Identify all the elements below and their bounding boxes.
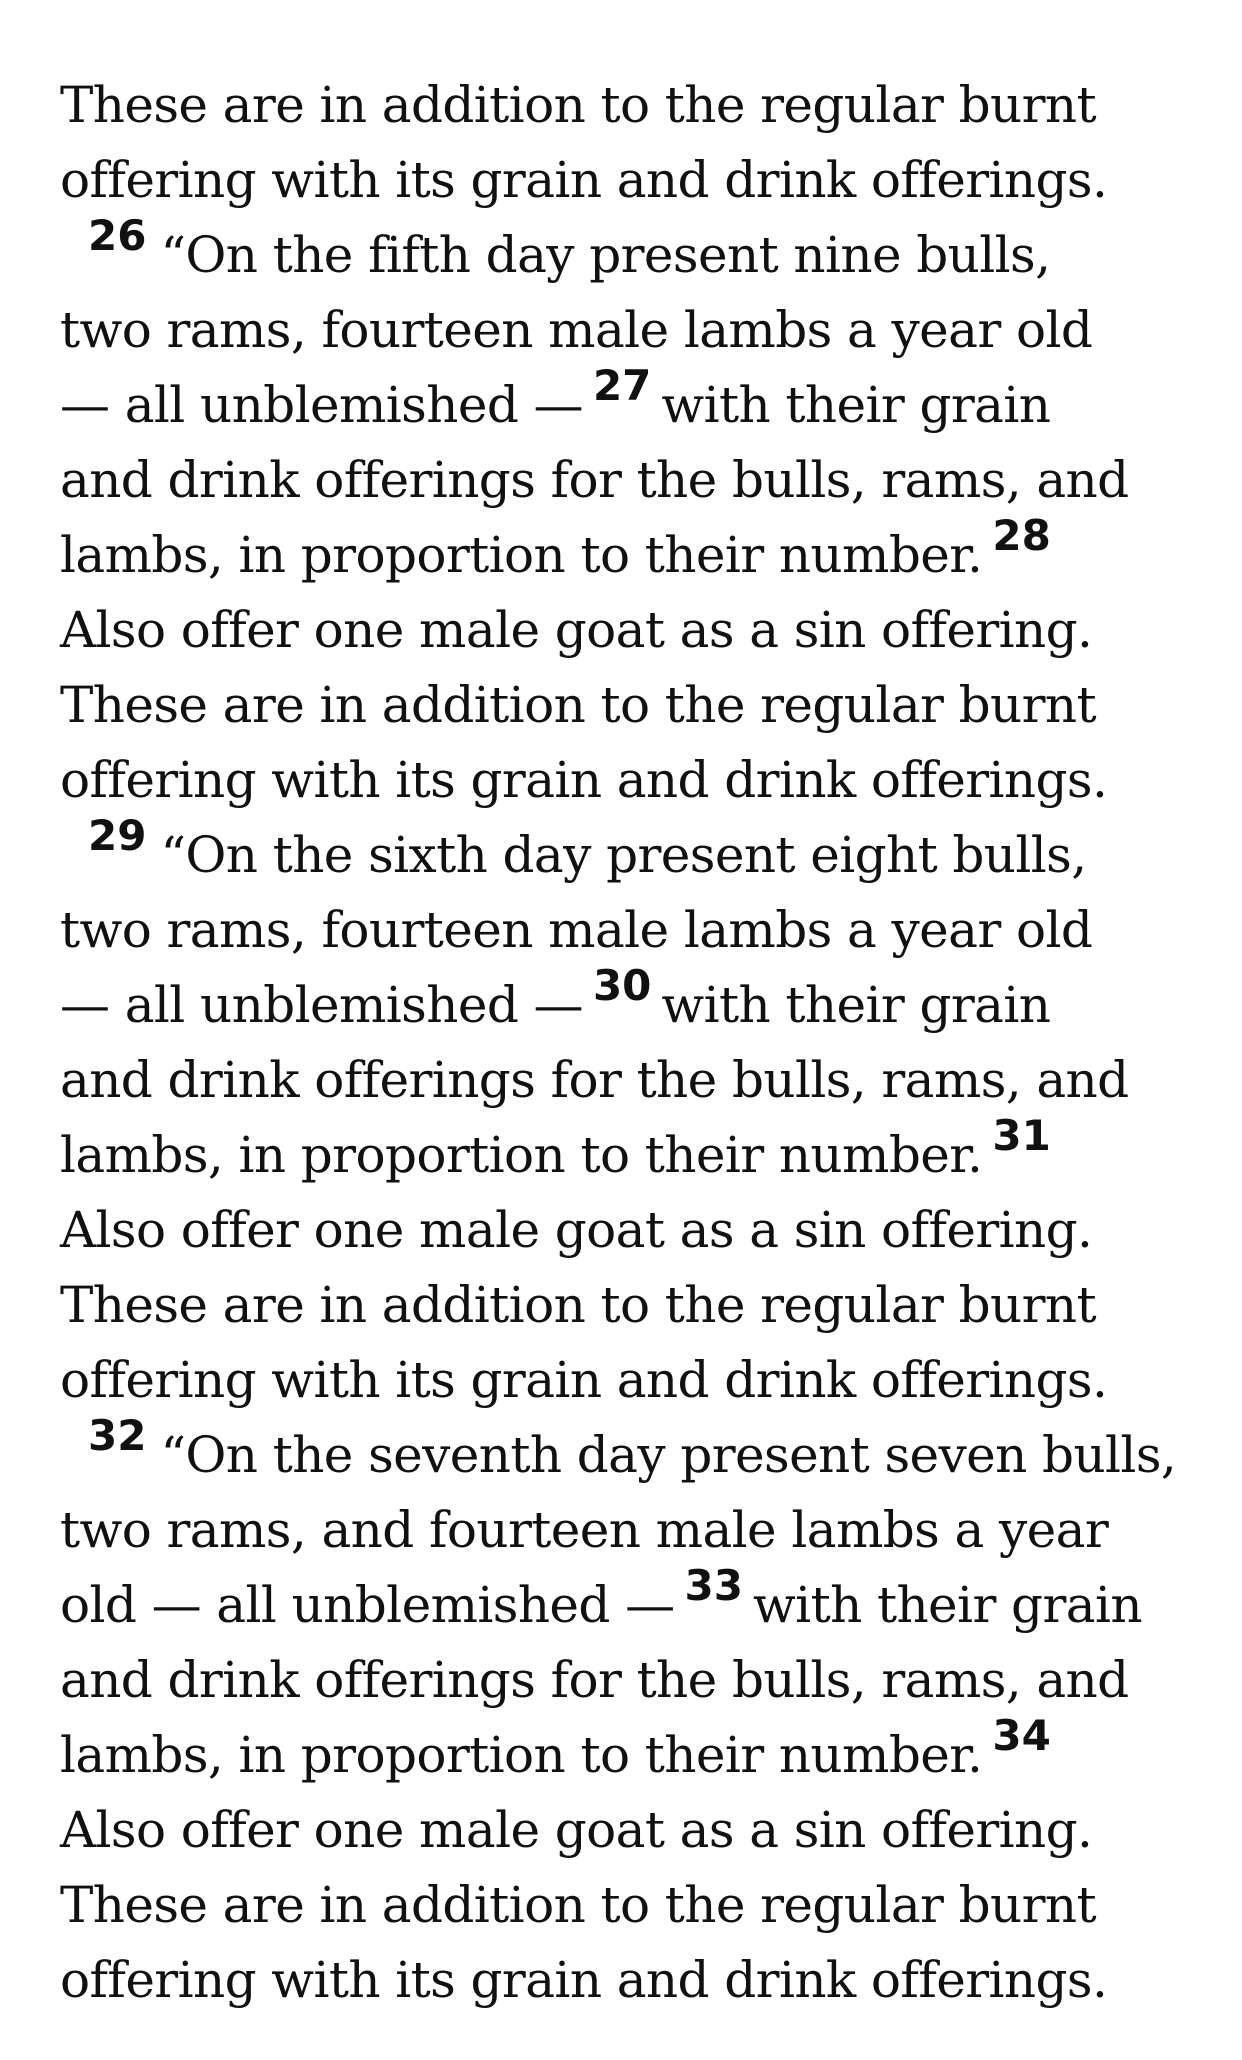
verse-number: 31 — [992, 1111, 1051, 1160]
text-line — [60, 1343, 1200, 1418]
line-text: old — all unblemished — — [60, 1576, 675, 1634]
text-line — [60, 361, 1200, 443]
line-text: “On the seventh day present seven bulls, — [160, 1426, 1177, 1484]
line-text: — all unblemished — — [60, 376, 583, 434]
line-text: — all unblemished — — [60, 976, 583, 1034]
text-line — [60, 743, 1200, 818]
text-line — [60, 211, 1200, 293]
text-line — [60, 1193, 1200, 1268]
text-line — [60, 511, 1200, 593]
line-text: offering with its grain and drink offerings. — [60, 1351, 1108, 1409]
line-text: two rams, fourteen male lambs a year old — [60, 301, 1093, 359]
line-text: Also offer one male goat as a sin offering. — [60, 1801, 1093, 1859]
line-text: lambs, in proportion to their number. — [60, 1126, 983, 1184]
line-text: two rams, and fourteen male lambs a year — [60, 1501, 1109, 1559]
line-text: offering with its grain and drink offerings. — [60, 1951, 1108, 2009]
text-line — [60, 293, 1200, 368]
line-text: offering with its grain and drink offerings. — [60, 151, 1108, 209]
text-line — [60, 1411, 1200, 1493]
verse-number: 32 — [88, 1411, 147, 1460]
line-text: These are in addition to the regular burnt — [60, 1876, 1097, 1934]
text-line — [60, 1793, 1200, 1868]
line-text: Also offer one male goat as a sin offering. — [60, 1201, 1093, 1259]
verse-number: 34 — [992, 1711, 1051, 1760]
line-text-continued: with their grain — [661, 376, 1051, 434]
line-text: lambs, in proportion to their number. — [60, 1726, 983, 1784]
text-line — [60, 1561, 1200, 1643]
text-line — [60, 143, 1200, 218]
line-text: “On the fifth day present nine bulls, — [160, 226, 1051, 284]
text-line — [60, 668, 1200, 743]
line-text: and drink offerings for the bulls, rams, and — [60, 1051, 1129, 1109]
text-line — [60, 1943, 1200, 2018]
text-line — [60, 1643, 1200, 1718]
text-line — [60, 893, 1200, 968]
line-text: These are in addition to the regular burnt — [60, 1276, 1097, 1334]
text-line — [60, 961, 1200, 1043]
text-line — [60, 593, 1200, 668]
verse-number: 28 — [992, 511, 1051, 560]
text-line — [60, 1868, 1200, 1943]
verse-number: 26 — [88, 211, 147, 260]
line-text: offering with its grain and drink offerings. — [60, 751, 1108, 809]
text-line — [60, 811, 1200, 893]
line-text: and drink offerings for the bulls, rams, and — [60, 1651, 1129, 1709]
text-line — [60, 1268, 1200, 1343]
verse-number: 30 — [592, 961, 652, 1010]
verse-number: 27 — [592, 361, 652, 410]
line-text: These are in addition to the regular burnt — [60, 676, 1097, 734]
line-text: and drink offerings for the bulls, rams, and — [60, 451, 1129, 509]
line-text: Also offer one male goat as a sin offering. — [60, 601, 1093, 659]
verse-number: 29 — [88, 811, 147, 860]
text-line — [60, 443, 1200, 518]
line-text-continued: with their grain — [661, 976, 1051, 1034]
line-text: lambs, in proportion to their number. — [60, 526, 983, 584]
reader-page[interactable] — [60, 68, 1200, 2018]
text-line — [60, 1111, 1200, 1193]
line-text: These are in addition to the regular burnt — [60, 76, 1097, 134]
line-text-continued: with their grain — [752, 1576, 1142, 1634]
text-line — [60, 1493, 1200, 1568]
text-line — [60, 1043, 1200, 1118]
line-text: two rams, fourteen male lambs a year old — [60, 901, 1093, 959]
text-line — [60, 68, 1200, 143]
line-text: “On the sixth day present eight bulls, — [160, 826, 1087, 884]
verse-number: 33 — [684, 1561, 743, 1610]
text-line — [60, 1711, 1200, 1793]
